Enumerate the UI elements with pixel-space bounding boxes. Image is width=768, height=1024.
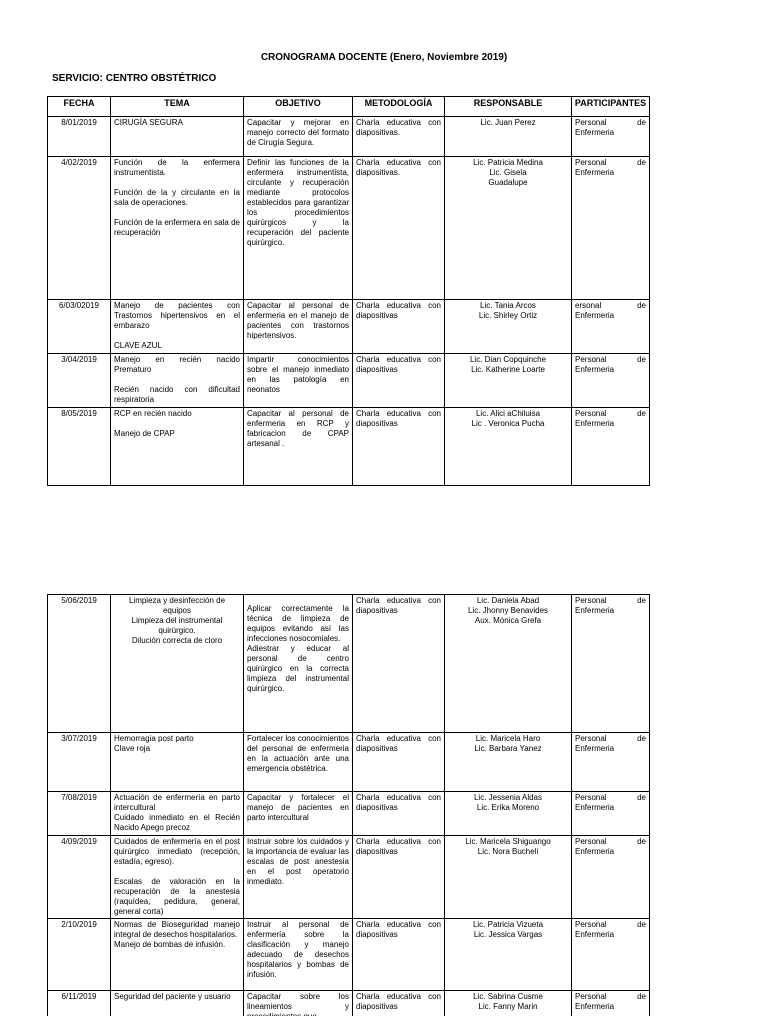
table-row (48, 733, 650, 792)
responsable-cell (445, 117, 572, 157)
responsable-cell (445, 836, 572, 919)
date-cell: 2/10/2019 (48, 919, 111, 991)
metodologia-cell: Charla educativa con diapositivas (353, 408, 445, 486)
tema-line: Manejo de CPAP (114, 429, 175, 438)
responsable-name: Lic. Maricela Haro (475, 734, 541, 743)
date-cell: 5/06/2019 (48, 595, 111, 733)
objetivo-cell: Capacitar al personal de enfermeria en el manejo de pacientes con trastornos hipertensivos. (244, 300, 353, 354)
responsable-name: Lic . Veronica Pucha (471, 419, 545, 428)
objetivo-cell (244, 836, 353, 919)
participantes-cell: ersonal de Enfermeria (572, 300, 650, 354)
tema-line: CLAVE AZUL (114, 341, 162, 350)
header-responsable: RESPONSABLE (445, 97, 572, 117)
tema-cell (111, 733, 244, 792)
tema-line: Manejo de bombas de infusión. (114, 940, 226, 949)
responsable-name: Lic. Shirley Ortiz (478, 311, 538, 320)
responsable-name: Lic. Jhonny Benavides (467, 606, 549, 615)
tema-cell (111, 300, 244, 354)
objetivo-cell: Impartir conocimientos sobre el manejo inmediato en las patología en neonatos (244, 354, 353, 408)
metodologia-cell: Charla educativa con diapositivas (353, 836, 445, 919)
header-fecha: FECHA (48, 97, 111, 117)
tema-line: Seguridad del paciente y usuario (114, 992, 231, 1001)
tema-line: Función de la enfermera en sala de recuperación (114, 218, 240, 237)
responsable-name: Lic. Katherine Loarte (471, 365, 545, 374)
responsable-name: Aux. Mónica Grefa (474, 616, 542, 625)
table-row (48, 919, 650, 991)
tema-line: Dilución correcta de cloro (131, 636, 223, 645)
tema-cell (111, 117, 244, 157)
tema-line: Limpieza del instrumental quirúrgico. (131, 616, 223, 635)
tema-cell (111, 157, 244, 300)
objetivo-line: Capacitar y fortalecer el manejo de pacientes en parto intercultural (247, 793, 349, 822)
tema-line: Recién nacido con dificultad respiratoria (114, 385, 240, 404)
date-cell: 7/08/2019 (48, 792, 111, 836)
responsable-cell (445, 919, 572, 991)
objetivo-cell (244, 595, 353, 733)
responsable-cell (445, 733, 572, 792)
date-cell: 4/09/2019 (48, 836, 111, 919)
metodologia-cell: Charla educativa con diapositivas (353, 300, 445, 354)
responsable-name: Lic. Maricela Shiguango (465, 837, 551, 846)
responsable-name: Lic. Jessenia Aldas (473, 793, 543, 802)
responsable-name: Lic. Jessica Vargas (473, 930, 543, 939)
table-row (48, 408, 650, 486)
participantes-cell: Personal de Enfermeria (572, 792, 650, 836)
responsable-name: Lic. Dian Copquinche (469, 355, 547, 364)
page-cut-off (0, 1016, 768, 1024)
table-row (48, 595, 650, 733)
responsable-name: Lic. Barbara Yanez (474, 744, 542, 753)
document-title: CRONOGRAMA DOCENTE (Enero, Noviembre 2019) (260, 52, 508, 63)
responsable-cell (445, 792, 572, 836)
service-label: SERVICIO: CENTRO OBSTÉTRICO (52, 73, 217, 84)
objetivo-line: Capacitar sobre los lineamientos y (247, 992, 349, 1011)
date-cell: 3/04/2019 (48, 354, 111, 408)
metodologia-cell: Charla educativa con diapositivas (353, 792, 445, 836)
objetivo-line: Fortalecer los conocimientos del personal de enfermeria en la actuación ante una emergencia obstétrica. (247, 734, 349, 773)
tema-cell (111, 408, 244, 486)
responsable-cell (445, 354, 572, 408)
header-objetivo: OBJETIVO (244, 97, 353, 117)
objetivo-cell: Capacitar al personal de enfermeria en RCP y fabricacion de CPAP artesanal . (244, 408, 353, 486)
date-cell: 3/07/2019 (48, 733, 111, 792)
metodologia-cell: Charla educativa con diapositivas (353, 595, 445, 733)
objetivo-line: Adiestrar y educar al personal de centro quirúrgico en la correcta limpieza del instrumental quirúrgico. (247, 644, 349, 693)
date-cell: 4/02/2019 (48, 157, 111, 300)
responsable-cell (445, 408, 572, 486)
responsable-name: Lic. Daniela Abad (476, 596, 540, 605)
table-row (48, 792, 650, 836)
objetivo-cell (244, 919, 353, 991)
responsable-name: Lic. Juan Perez (480, 118, 536, 127)
participantes-cell: Personal de Enfermeria (572, 595, 650, 733)
spacer (114, 375, 240, 385)
table-row (48, 157, 650, 300)
header-participantes: PARTICIPANTES (572, 97, 650, 117)
table-row (48, 836, 650, 919)
tema-line: Limpieza y desinfección de equipos (128, 596, 226, 615)
date-cell: 6/03/02019 (48, 300, 111, 354)
metodologia-cell: Charla educativa con diapositivas (353, 919, 445, 991)
responsable-name: Lic. Erika Moreno (476, 803, 540, 812)
objetivo-line: Instruir al personal de enfermería sobre la clasificación y manejo adecuado de desechos hospitalarios y bombas de infusión. (247, 920, 349, 979)
tema-line: Manejo en recién nacido Prematuro (114, 355, 240, 374)
metodologia-cell: Charla educativa con diapositivas (353, 991, 445, 1024)
objetivo-line: Instruir sobre los cuidados y la importancia de evaluar las escalas de post anestesia en el post operatorio inmediato. (247, 837, 349, 886)
spacer (114, 331, 240, 341)
tema-line: Actuación de enfermería en parto intercultural (114, 793, 240, 812)
spacer (114, 208, 240, 218)
responsable-name: Lic. Sabrina Cusme (473, 992, 543, 1001)
responsable-name: Lic. Gisela (489, 168, 527, 177)
table-header-row (48, 97, 650, 117)
metodologia-cell: Charla educativa con diapositivas (353, 733, 445, 792)
date-cell: 8/01/2019 (48, 117, 111, 157)
spacer (114, 867, 240, 877)
tema-line: Cuidados de enfermería en el post quirúrgico inmediato (recepción, estadía, egreso). (114, 837, 240, 866)
objetivo-cell: Capacitar y mejorar en manejo correcto del formato de Cirugía Segura. (244, 117, 353, 157)
tema-line: Cuidado inmediato en el Recién Nacido Apego precoz (114, 813, 240, 832)
participantes-cell: Personal de Enfermeria (572, 157, 650, 300)
tema-line: Función de la y circulante en la sala de operaciones. (114, 188, 240, 207)
tema-line: CIRUGÍA SEGURA (114, 118, 183, 127)
table-row (48, 300, 650, 354)
header-tema: TEMA (111, 97, 244, 117)
responsable-name: Lic. Tania Arcos (480, 301, 536, 310)
responsable-name: Lic. Patricia Medina (473, 158, 543, 167)
tema-line: Hemorragia post parto (114, 734, 194, 743)
table-row (48, 354, 650, 408)
participantes-cell: Personal de Enfermeria (572, 354, 650, 408)
spacer (114, 419, 240, 429)
date-cell: 8/05/2019 (48, 408, 111, 486)
tema-line: Escalas de valoración en la recuperación de la anestesia (raquídea, pedidura, general, general corta) (114, 877, 240, 916)
responsable-name: Lic. Nora Bucheli (477, 847, 539, 856)
responsable-name: Lic. Fanny Marin (478, 1002, 538, 1011)
tema-cell (111, 595, 244, 733)
responsable-name: Lic. Alici aChiluisa (475, 409, 541, 418)
tema-cell (111, 919, 244, 991)
schedule-table-1 (47, 96, 650, 486)
participantes-cell: Personal de Enfermeria (572, 408, 650, 486)
objetivo-cell: Definir las funciones de la enfermera instrumentista, circulante y recuperación mediante protocolos establecidos para garantizar los procedimientos quirúrgicos y la recuperación del paciente quirúrgico. (244, 157, 353, 300)
header-metodologia: METODOLOGÍA (353, 97, 445, 117)
metodologia-cell: Charla educativa con diapositivas. (353, 117, 445, 157)
tema-line: Clave roja (114, 744, 151, 753)
metodologia-cell: Charla educativa con diapositivas (353, 354, 445, 408)
metodologia-cell: Charla educativa con diapositivas. (353, 157, 445, 300)
participantes-cell: Personal de Enfermeria (572, 117, 650, 157)
responsable-name: Lic. Patricia Vizueta (472, 920, 544, 929)
tema-cell (111, 792, 244, 836)
responsable-cell (445, 300, 572, 354)
participantes-cell: Personal de Enfermeria (572, 836, 650, 919)
objetivo-cell (244, 733, 353, 792)
tema-line: Normas de Bioseguridad manejo integral de desechos hospitalarios. (114, 920, 240, 939)
spacer (114, 178, 240, 188)
responsable-cell (445, 157, 572, 300)
schedule-table-2 (47, 594, 650, 1024)
participantes-cell: Personal de Enfermeria (572, 919, 650, 991)
participantes-cell: Personal de Enfermeria (572, 991, 650, 1024)
tema-line: Manejo de pacientes con Trastornos hipertensivos en el embarazo (114, 301, 240, 330)
tema-cell (111, 354, 244, 408)
responsable-name: Guadalupe (488, 178, 528, 187)
responsable-cell (445, 595, 572, 733)
table-row (48, 117, 650, 157)
tema-cell (111, 836, 244, 919)
participantes-cell: Personal de Enfermeria (572, 733, 650, 792)
date-cell: 6/11/2019 (48, 991, 111, 1024)
tema-line: RCP en recién nacido (114, 409, 192, 418)
objetivo-line: Aplicar correctamente la técnica de limpieza de equipos evitando así las infecciones nosocomiales. (247, 604, 349, 643)
tema-line: Función de la enfermera instrumentista. (114, 158, 240, 177)
objetivo-cell (244, 792, 353, 836)
